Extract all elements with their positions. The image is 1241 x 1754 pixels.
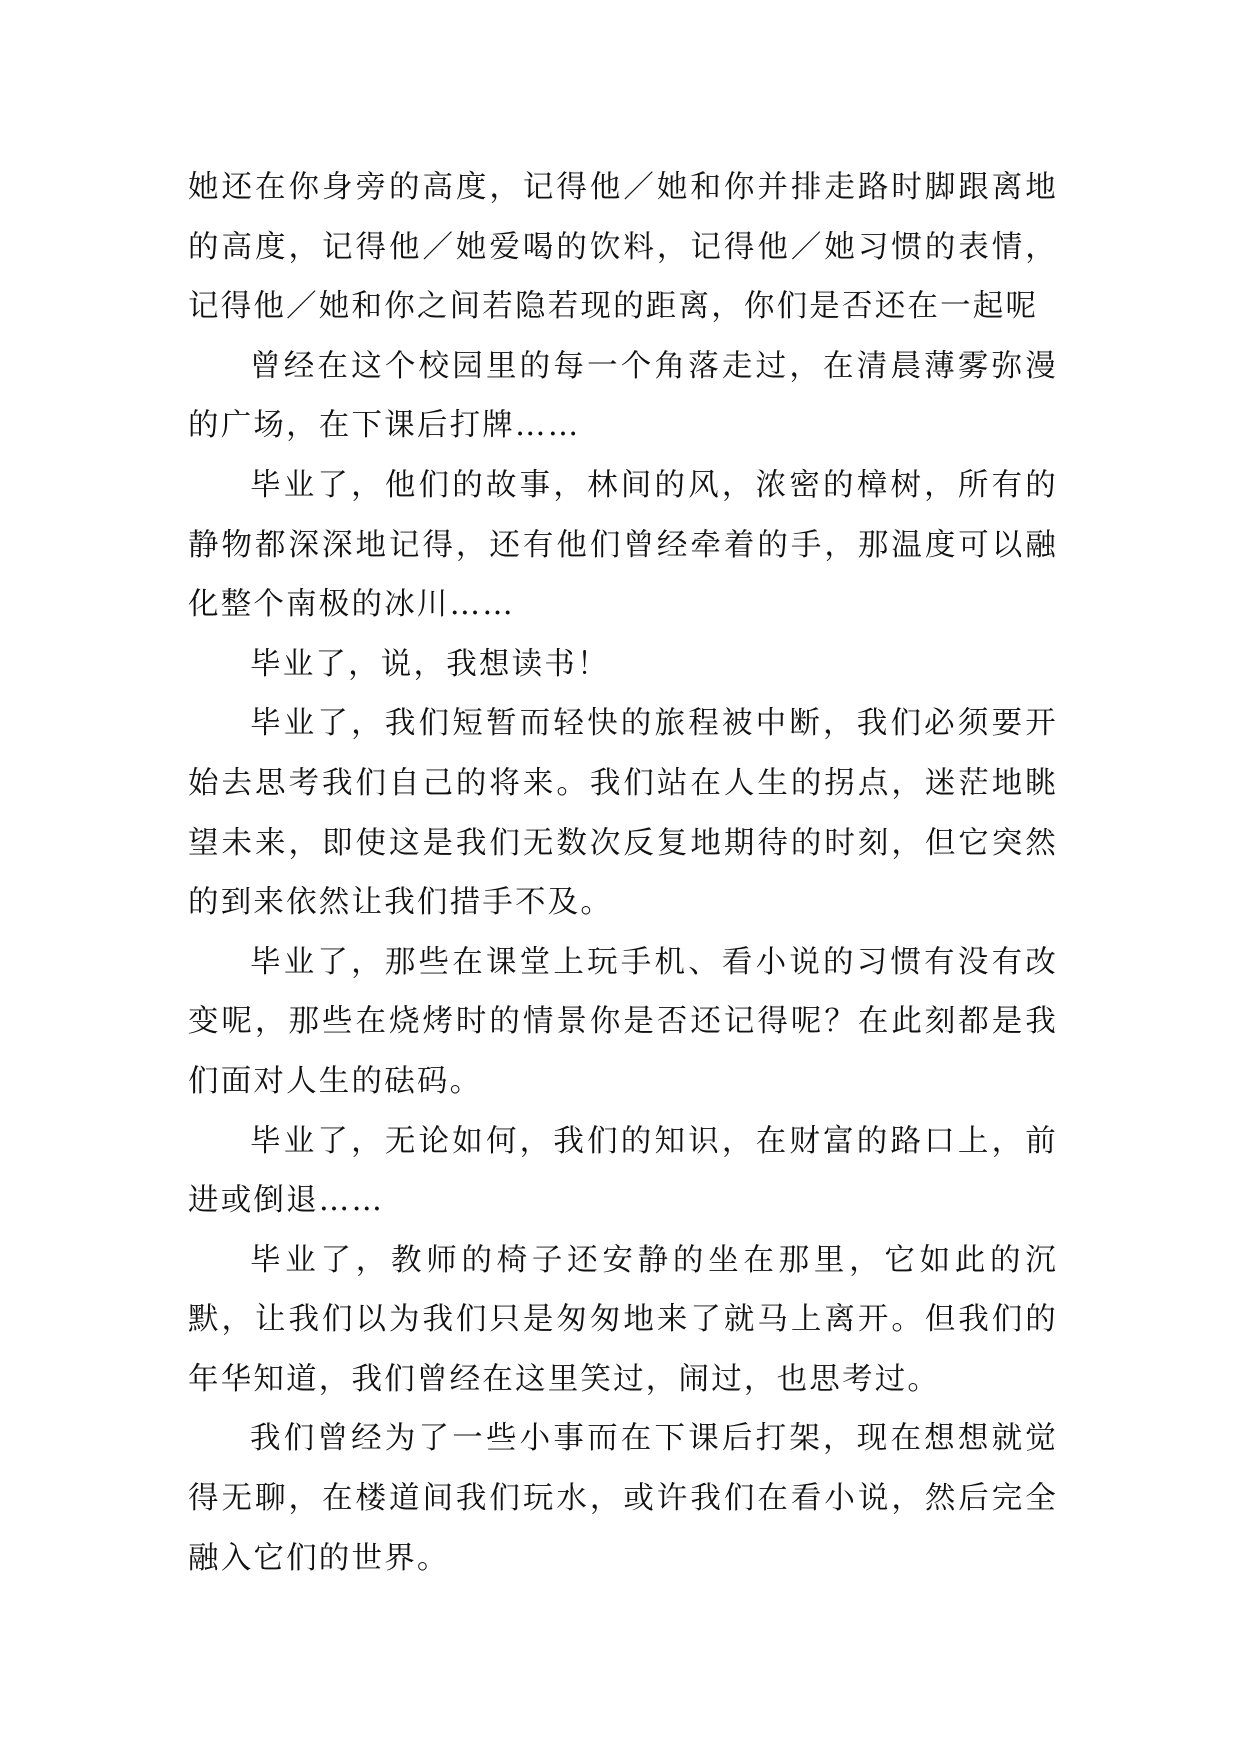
paragraph: 毕业了，说，我想读书！ <box>250 646 610 682</box>
paragraph: 毕业了，他们的故事，林间的风，浓密的樟树，所有的静物都深深地记得，还有他们曾经牵着的手，那温度可以融化整个南极的冰川…… <box>188 467 1058 623</box>
paragraph: 毕业了，那些在课堂上玩手机、看小说的习惯有没有改变呢，那些在烧烤时的情景你是否还记得呢？在此刻都是我们面对人生的砝码。 <box>188 944 1058 1099</box>
paragraph: 毕业了，我们短暂而轻快的旅程被中断，我们必须要开始去思考我们自己的将来。我们站在人生的拐点，迷茫地眺望未来，即使这是我们无数次反复地期待的时刻，但它突然的到来依然让我们措手不及。 <box>188 706 1058 921</box>
paragraph-continued: 她还在你身旁的高度，记得他／她和你并排走路时脚跟离地的高度，记得他／她爱喝的饮料，记得他／她习惯的表情，记得他／她和你之间若隐若现的距离，你们是否还在一起呢 <box>188 170 1058 325</box>
paragraph: 毕业了，教师的椅子还安静的坐在那里，它如此的沉默，让我们以为我们只是匆匆地来了就马上离开。但我们的年华知道，我们曾经在这里笑过，闹过，也思考过。 <box>188 1242 1058 1397</box>
paragraph: 我们曾经为了一些小事而在下课后打架，现在想想就觉得无聊，在楼道间我们玩水，或许我们在看小说，然后完全融入它们的世界。 <box>188 1421 1058 1576</box>
document-body <box>188 158 1058 1588</box>
paragraph: 曾经在这个校园里的每一个角落走过，在清晨薄雾弥漫的广场，在下课后打牌…… <box>188 348 1058 444</box>
paragraph: 毕业了，无论如何，我们的知识，在财富的路口上，前进或倒退…… <box>188 1123 1058 1219</box>
